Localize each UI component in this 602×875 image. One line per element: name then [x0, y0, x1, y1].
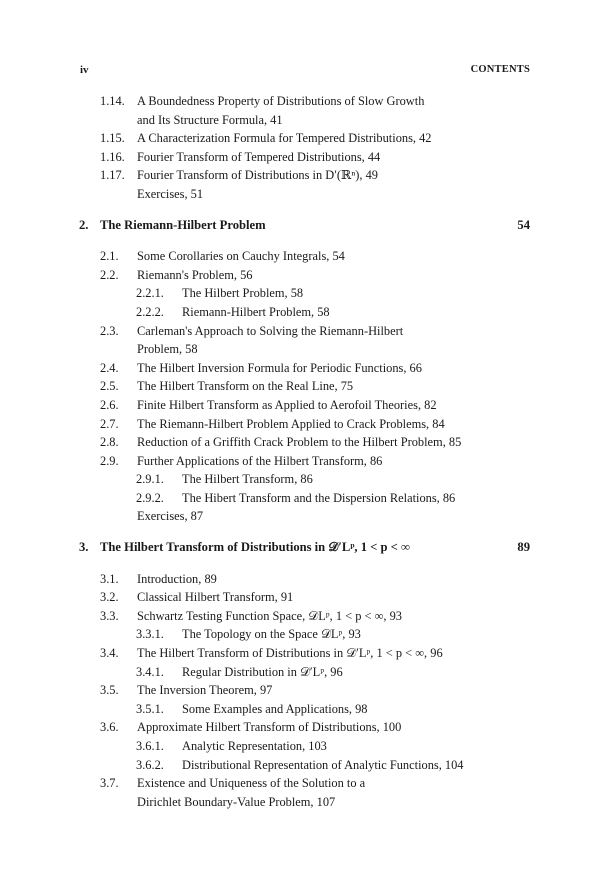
toc-number: 2.2.1.: [136, 286, 164, 301]
toc-number: 3.1.: [100, 571, 119, 586]
toc-exercises: [0, 507, 602, 526]
toc-title: Classical Hilbert Transform, 91: [137, 590, 294, 605]
toc-number: 2.9.2.: [136, 490, 164, 505]
table-of-contents: [0, 92, 602, 811]
toc-title: Exercises, 51: [137, 186, 204, 201]
toc-title: Approximate Hilbert Transform of Distributions, 100: [137, 720, 402, 735]
toc-number: 2.9.: [100, 453, 119, 468]
toc-continuation: [0, 340, 602, 359]
toc-section: [0, 415, 602, 434]
toc-title: The Hilbert Transform on the Real Line, 75: [137, 379, 354, 394]
toc-title: The Inversion Theorem, 97: [137, 683, 273, 698]
page-header: [0, 64, 602, 80]
toc-number: 3.7.: [100, 776, 119, 791]
toc-subsection: [0, 470, 602, 489]
toc-number: 2.3.: [100, 323, 119, 338]
toc-title: Schwartz Testing Function Space, 𝒟Lᵖ, 1 < p < ∞, 93: [137, 608, 402, 623]
toc-section: [0, 718, 602, 737]
toc-number: 3.4.: [100, 646, 119, 661]
toc-number: 3.6.1.: [136, 739, 164, 753]
toc-section: [0, 433, 602, 452]
toc-number: 3.3.: [100, 608, 119, 623]
toc-number: 1.16.: [100, 149, 125, 164]
toc-number: 2.6.: [100, 397, 119, 412]
toc-section: [0, 166, 602, 185]
toc-title: Riemann-Hilbert Problem, 58: [182, 304, 330, 319]
toc-number: 1.17.: [100, 168, 125, 183]
toc-title: Analytic Representation, 103: [182, 739, 327, 753]
running-head: CONTENTS: [470, 64, 530, 75]
toc-title: Riemann's Problem, 56: [137, 267, 253, 282]
toc-chapter: [0, 216, 602, 235]
toc-subsection: [0, 737, 602, 756]
toc-title: The Riemann-Hilbert Problem Applied to Crack Problems, 84: [137, 416, 445, 431]
toc-number: 3.6.2.: [136, 757, 164, 772]
toc-section: [0, 607, 602, 626]
toc-spacer: [0, 234, 602, 247]
toc-section: [0, 570, 602, 589]
toc-subsection: [0, 303, 602, 322]
toc-number: 2.2.2.: [136, 304, 164, 319]
toc-title: Existence and Uniqueness of the Solution to a: [137, 776, 366, 791]
toc-title: Fourier Transform of Tempered Distributions, 44: [137, 149, 381, 164]
toc-subsection: [0, 700, 602, 719]
toc-title: Finite Hilbert Transform as Applied to Aerofoil Theories, 82: [137, 397, 437, 412]
toc-subsection: [0, 625, 602, 644]
toc-title: The Riemann-Hilbert Problem: [100, 217, 266, 232]
toc-spacer: [0, 204, 602, 216]
toc-title: The Hibert Transform and the Dispersion Relations, 86: [182, 490, 456, 505]
toc-page-number: 54: [517, 217, 530, 232]
toc-title: The Hilbert Transform of Distributions in 𝒟′Lᵖ, 1 < p < ∞: [100, 540, 410, 555]
toc-section: [0, 129, 602, 148]
toc-continuation: [0, 111, 602, 130]
toc-number: 3.5.: [100, 683, 119, 698]
toc-title: A Characterization Formula for Tempered Distributions, 42: [137, 131, 432, 146]
toc-title: Distributional Representation of Analytic Functions, 104: [182, 757, 464, 772]
toc-number: 3.2.: [100, 590, 119, 605]
toc-number: 2.2.: [100, 267, 119, 282]
toc-title: Introduction, 89: [137, 571, 217, 586]
toc-section: [0, 774, 602, 793]
toc-number: 1.14.: [100, 94, 125, 108]
toc-subsection: [0, 489, 602, 508]
toc-section: [0, 322, 602, 341]
toc-number: 1.15.: [100, 131, 125, 146]
toc-title: Regular Distribution in 𝒟′Lᵖ, 96: [182, 664, 343, 679]
toc-section: [0, 148, 602, 167]
toc-section: [0, 92, 602, 111]
toc-number: 3.6.: [100, 720, 119, 735]
toc-title: Some Examples and Applications, 98: [182, 701, 368, 716]
toc-spacer: [0, 526, 602, 538]
toc-title: Problem, 58: [137, 342, 198, 357]
toc-number: 3.: [79, 540, 89, 555]
toc-title: Further Applications of the Hilbert Transform, 86: [137, 453, 383, 468]
toc-section: [0, 681, 602, 700]
toc-number: 2.: [79, 217, 89, 232]
toc-subsection: [0, 663, 602, 682]
toc-title: Reduction of a Griffith Crack Problem to the Hilbert Problem, 85: [137, 435, 462, 450]
toc-number: 2.4.: [100, 360, 119, 375]
toc-number: 3.4.1.: [136, 664, 164, 679]
toc-title: The Hilbert Transform, 86: [182, 472, 313, 487]
toc-title: The Topology on the Space 𝒟Lᵖ, 93: [182, 627, 361, 642]
toc-number: 2.7.: [100, 416, 119, 431]
toc-title: Some Corollaries on Cauchy Integrals, 54: [137, 249, 345, 264]
toc-section: [0, 588, 602, 607]
toc-number: 3.5.1.: [136, 701, 164, 716]
toc-section: [0, 377, 602, 396]
toc-section: [0, 359, 602, 378]
toc-title: Carleman's Approach to Solving the Riemann-Hilbert: [137, 323, 404, 338]
page-number: iv: [80, 64, 89, 76]
toc-title: Exercises, 87: [137, 509, 204, 524]
toc-page-number: 89: [517, 540, 530, 555]
toc-number: 3.3.1.: [136, 627, 164, 642]
toc-number: 2.8.: [100, 435, 119, 450]
toc-section: [0, 452, 602, 471]
toc-title: The Hilbert Problem, 58: [182, 286, 304, 301]
toc-number: 2.9.1.: [136, 472, 164, 487]
toc-exercises: [0, 185, 602, 204]
toc-spacer: [0, 557, 602, 570]
toc-section: [0, 266, 602, 285]
toc-chapter: [0, 538, 602, 557]
toc-subsection: [0, 756, 602, 775]
toc-title: Fourier Transform of Distributions in D′(ℝⁿ), 49: [137, 168, 378, 183]
toc-title: The Hilbert Transform of Distributions in 𝒟′Lᵖ, 1 < p < ∞, 96: [137, 646, 443, 661]
toc-section: [0, 644, 602, 663]
toc-number: 2.1.: [100, 249, 119, 264]
toc-title: Dirichlet Boundary-Value Problem, 107: [137, 794, 336, 809]
toc-title: and Its Structure Formula, 41: [137, 112, 283, 127]
toc-section: [0, 247, 602, 266]
toc-continuation: [0, 793, 602, 812]
toc-title: A Boundedness Property of Distributions of Slow Growth: [137, 94, 425, 108]
toc-title: The Hilbert Inversion Formula for Periodic Functions, 66: [137, 360, 422, 375]
toc-subsection: [0, 284, 602, 303]
toc-section: [0, 396, 602, 415]
toc-number: 2.5.: [100, 379, 119, 394]
